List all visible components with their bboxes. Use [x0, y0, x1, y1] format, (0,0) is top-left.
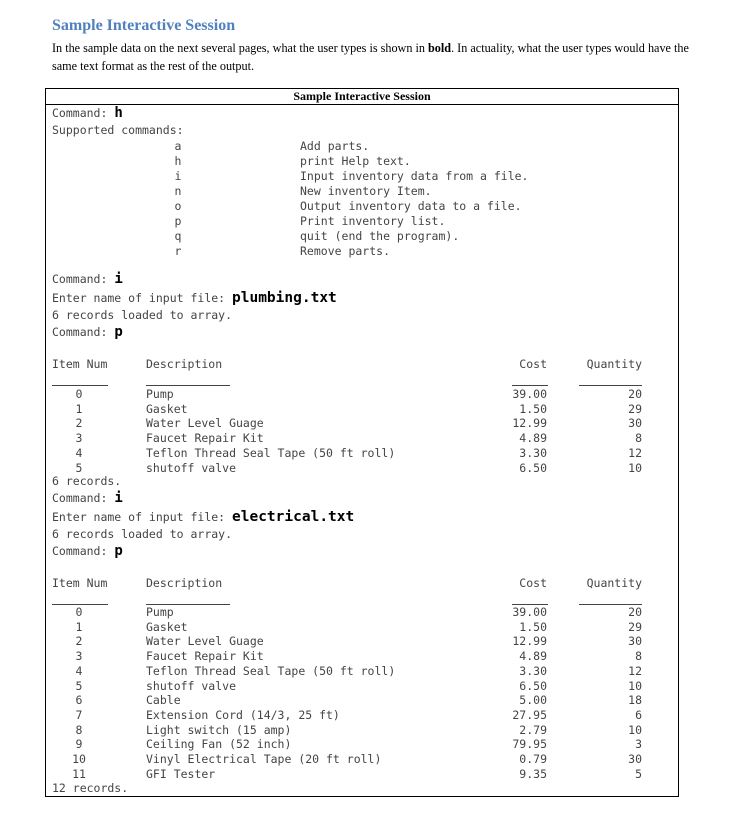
description-cell: Gasket — [146, 401, 188, 416]
command-description: Input inventory data from a file. — [300, 169, 529, 183]
command-description: New inventory Item. — [300, 184, 432, 198]
command-key: h — [174, 154, 182, 168]
cost-cell: 5.00 — [519, 693, 547, 708]
cost-cell: 6.50 — [519, 678, 547, 693]
command-key: r — [174, 244, 182, 258]
cost-cell: 4.89 — [519, 649, 547, 664]
cost-cell: 27.95 — [512, 707, 547, 722]
quantity-cell: 29 — [628, 619, 642, 634]
description-cell: GFI Tester — [146, 766, 216, 781]
file-input: plumbing.txt — [232, 290, 337, 306]
item-num-cell: 6 — [75, 693, 83, 708]
file-prompt: Enter name of input file: — [52, 510, 233, 524]
cost-cell: 9.35 — [519, 766, 547, 781]
item-num-cell: 2 — [75, 416, 83, 431]
description-cell: Extension Cord (14/3, 25 ft) — [146, 707, 340, 722]
command-line-i — [52, 491, 123, 506]
command-input: h — [114, 105, 123, 121]
cost-cell: 4.89 — [519, 431, 547, 446]
quantity-cell: 10 — [628, 722, 642, 737]
records-loaded-text: 6 records loaded to array. — [52, 527, 233, 541]
command-key: q — [174, 229, 182, 243]
header-quantity: Quantity — [586, 357, 642, 371]
description-cell: Water Level Guage — [146, 634, 264, 649]
header-cost: Cost — [519, 357, 547, 371]
record-count-1: 6 records. — [52, 474, 122, 488]
description-cell: Light switch (15 amp) — [146, 722, 292, 737]
cost-cell: 12.99 — [512, 634, 547, 649]
header-item-num: Item Num — [52, 576, 108, 590]
command-input: p — [114, 543, 123, 559]
command-line-p — [52, 544, 123, 559]
command-description: Add parts. — [300, 139, 370, 153]
cost-cell: 3.30 — [519, 663, 547, 678]
description-cell: shutoff valve — [146, 678, 237, 693]
quantity-cell: 12 — [628, 663, 642, 678]
item-num-cell: 0 — [75, 605, 83, 619]
quantity-cell: 3 — [635, 737, 642, 752]
command-description: Output inventory data to a file. — [300, 199, 522, 213]
cost-cell: 39.00 — [512, 605, 547, 619]
item-num-cell: 3 — [75, 649, 83, 664]
command-description: Print inventory list. — [300, 214, 446, 228]
item-num-cell: 8 — [75, 722, 83, 737]
command-prompt: Command: — [52, 106, 115, 120]
cost-cell: 1.50 — [519, 401, 547, 416]
description-cell: Faucet Repair Kit — [146, 431, 264, 446]
cost-cell: 12.99 — [512, 416, 547, 431]
cost-cell: 39.00 — [512, 387, 547, 401]
command-key: p — [174, 214, 182, 228]
record-count-2: 12 records. — [52, 781, 129, 795]
command-prompt: Command: — [52, 272, 115, 286]
command-input: p — [114, 324, 123, 340]
header-quantity: Quantity — [586, 576, 642, 590]
item-num-cell: 0 — [75, 387, 83, 401]
quantity-cell: 29 — [628, 401, 642, 416]
item-num-cell: 11 — [72, 766, 86, 781]
cost-cell: 6.50 — [519, 460, 547, 475]
description-cell: Teflon Thread Seal Tape (50 ft roll) — [146, 445, 396, 460]
command-description: Remove parts. — [300, 244, 391, 258]
item-num-cell: 7 — [75, 707, 83, 722]
description-cell: Cable — [146, 693, 181, 708]
quantity-cell: 30 — [628, 634, 642, 649]
header-description: Description — [146, 357, 223, 371]
command-prompt: Command: — [52, 325, 115, 339]
command-key: n — [174, 184, 182, 198]
records-loaded-text: 6 records loaded to array. — [52, 308, 233, 322]
quantity-cell: 5 — [635, 766, 642, 781]
item-num-cell: 4 — [75, 663, 83, 678]
file-input: electrical.txt — [232, 509, 355, 525]
cost-cell: 0.79 — [519, 752, 547, 766]
rule-qty — [579, 385, 642, 386]
cost-cell: 2.79 — [519, 722, 547, 737]
cost-cell: 79.95 — [512, 737, 547, 752]
item-num-cell: 5 — [75, 460, 83, 475]
item-num-cell: 4 — [75, 445, 83, 460]
item-num-cell: 2 — [75, 634, 83, 649]
command-description: quit (end the program). — [300, 229, 460, 243]
item-num-cell: 3 — [75, 431, 83, 446]
quantity-cell: 10 — [628, 460, 642, 475]
rule-cost — [512, 385, 548, 386]
supported-commands-label: Supported commands: — [52, 123, 184, 137]
item-num-cell: 9 — [75, 737, 83, 752]
frame-title: Sample Interactive Session — [46, 89, 678, 105]
quantity-cell: 8 — [635, 431, 642, 446]
header-description: Description — [146, 576, 223, 590]
quantity-cell: 20 — [628, 387, 642, 401]
quantity-cell: 6 — [635, 707, 642, 722]
quantity-cell: 30 — [628, 416, 642, 431]
command-line-p — [52, 325, 123, 340]
quantity-cell: 8 — [635, 649, 642, 664]
quantity-cell: 20 — [628, 605, 642, 619]
header-cost: Cost — [519, 576, 547, 590]
rule-desc — [146, 385, 230, 386]
item-num-cell: 1 — [75, 619, 83, 634]
description-cell: Pump — [146, 605, 174, 619]
quantity-cell: 12 — [628, 445, 642, 460]
description-cell: Water Level Guage — [146, 416, 264, 431]
command-key: i — [174, 169, 182, 183]
header-item-num: Item Num — [52, 357, 108, 371]
command-description: print Help text. — [300, 154, 411, 168]
quantity-cell: 10 — [628, 678, 642, 693]
intro-paragraph — [52, 39, 692, 75]
cost-cell: 1.50 — [519, 619, 547, 634]
file-prompt: Enter name of input file: — [52, 291, 233, 305]
description-cell: Vinyl Electrical Tape (20 ft roll) — [146, 752, 382, 766]
intro-text-1: In the sample data on the next several pages, what the user types is shown in — [52, 41, 429, 55]
description-cell: Ceiling Fan (52 inch) — [146, 737, 292, 752]
command-prompt: Command: — [52, 491, 115, 505]
command-prompt: Command: — [52, 544, 115, 558]
quantity-cell: 18 — [628, 693, 642, 708]
description-cell: Faucet Repair Kit — [146, 649, 264, 664]
description-cell: shutoff valve — [146, 460, 237, 475]
command-line-h — [52, 106, 123, 121]
item-num-cell: 10 — [72, 752, 86, 766]
item-num-cell: 1 — [75, 401, 83, 416]
description-cell: Pump — [146, 387, 174, 401]
rule-item — [52, 385, 108, 386]
command-line-i — [52, 272, 123, 287]
intro-bold: bold — [428, 41, 452, 55]
intro-text-2: . In actuality, what the user types would have the same text format as the rest of the output. — [52, 41, 689, 73]
command-input: i — [114, 271, 123, 287]
command-input: i — [114, 490, 123, 506]
command-key: o — [174, 199, 182, 213]
quantity-cell: 30 — [628, 752, 642, 766]
command-key: a — [174, 139, 182, 153]
file-prompt-line — [52, 510, 354, 525]
page-heading: Sample Interactive Session — [52, 17, 236, 34]
description-cell: Teflon Thread Seal Tape (50 ft roll) — [146, 663, 396, 678]
description-cell: Gasket — [146, 619, 188, 634]
item-num-cell: 5 — [75, 678, 83, 693]
file-prompt-line — [52, 291, 337, 306]
cost-cell: 3.30 — [519, 445, 547, 460]
